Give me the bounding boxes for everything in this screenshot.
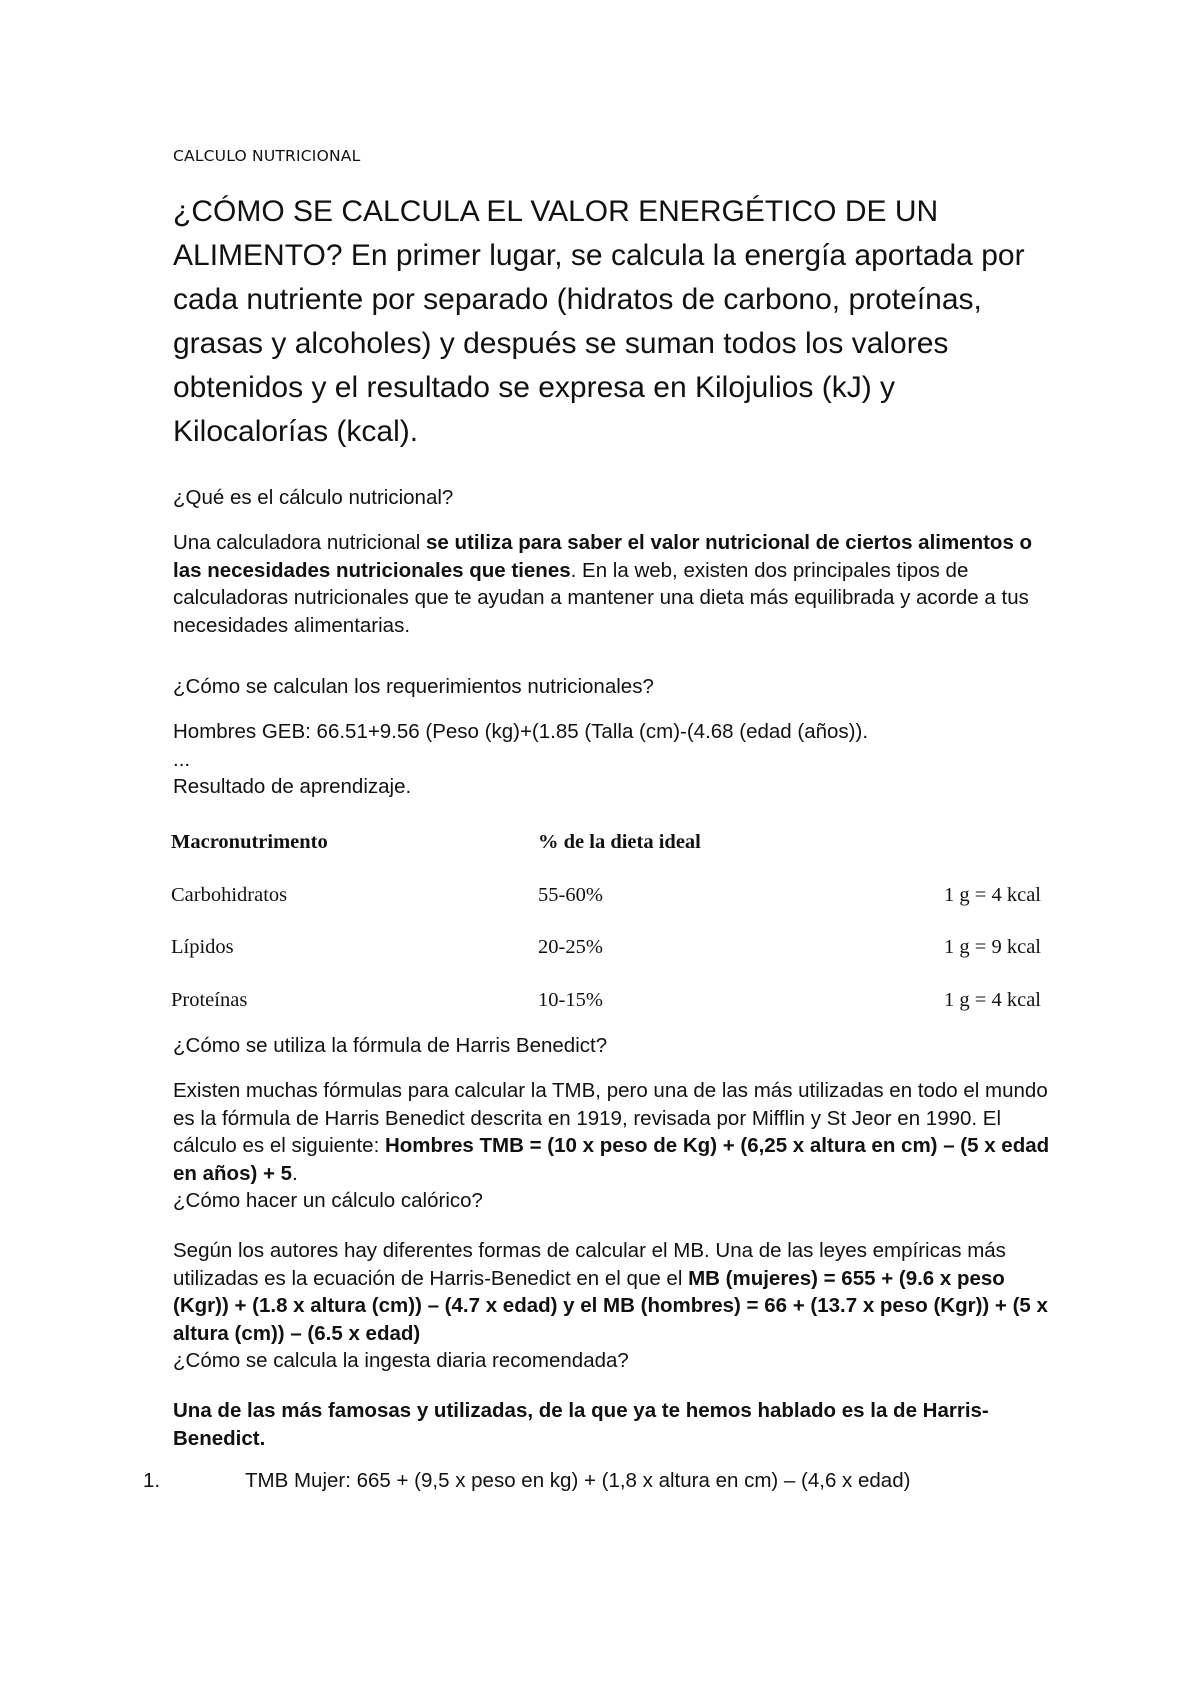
paragraph-text: Existen muchas fórmulas para calcular la TMB, pero una de las más utilizadas en todo el mundo es la fórmula de Harris Benedict descrita en 1919, revisada por Mifflin y St Jeor en 1990. El cálculo es el siguiente: [173, 1079, 1048, 1157]
table-cell: 1 g = 9 kcal [944, 936, 1041, 958]
formula-bold: Hombres TMB = (10 x peso de Kg) + (6,25 x altura en cm) – (5 x edad en años) + 5 [173, 1134, 1050, 1185]
table-header-row [171, 831, 1051, 884]
table-cell: 20-25% [538, 936, 603, 958]
learning-result-line: Resultado de aprendizaje. [173, 775, 412, 798]
paragraph-text: Una calculadora nutricional [173, 531, 426, 554]
document-title: CALCULO NUTRICIONAL [173, 147, 361, 165]
table-cell: Proteínas [171, 988, 248, 1011]
macronutrient-table [171, 831, 1051, 1041]
list-number: 1. [143, 1469, 161, 1492]
paragraph-tmb [173, 1077, 1053, 1215]
table-header-cell: % de la dieta ideal [538, 831, 701, 853]
question-harris-benedict: ¿Cómo se utiliza la fórmula de Harris Benedict? [173, 1034, 608, 1057]
paragraph-text: . [292, 1161, 298, 1185]
paragraph-text: Según los autores hay diferentes formas de calcular el MB. Una de las leyes empíricas más utilizadas es la ecuación de Harris-Benedict en el que el [173, 1239, 1006, 1290]
paragraph-mb [173, 1237, 1053, 1375]
formula-line: Hombres GEB: 66.51+9.56 (Peso (kg)+(1.85 (Talla (cm)-(4.68 (edad (años)). [173, 720, 869, 743]
list-text: TMB Mujer: 665 + (9,5 x peso en kg) + (1,8 x altura en cm) – (4,6 x edad) [245, 1469, 911, 1492]
paragraph-bold-text: Una de las más famosas y utilizadas, de la que ya te hemos hablado es la de Harris-Benedict. [173, 1399, 989, 1450]
formula-bold: MB (mujeres) = 655 + (9.6 x peso (Kgr)) + (1.8 x altura (cm)) – (4.7 x edad) y el MB (hombres) = 66 + (13.7 x peso (Kgr)) + (5 x altura (cm)) – (6.5 x edad) [173, 1266, 1048, 1345]
question-ingesta-diaria: ¿Cómo se calcula la ingesta diaria recomendada? [173, 1349, 629, 1372]
table-row [171, 936, 1051, 989]
table-cell: 10-15% [538, 988, 603, 1011]
paragraph-famosas [173, 1397, 1053, 1452]
question-requerimientos: ¿Cómo se calculan los requerimientos nutricionales? [173, 675, 654, 698]
paragraph-calculadora [173, 529, 1053, 639]
paragraph-text: . En la web, existen dos principales tipos de calculadoras nutricionales que te ayudan a mantener una dieta más equilibrada y acorde a tus necesidades alimentarias. [173, 558, 1029, 637]
table-cell: Lípidos [171, 936, 234, 958]
ellipsis-line: ... [173, 747, 191, 771]
table-cell: 1 g = 4 kcal [944, 883, 1041, 906]
table-cell: 55-60% [538, 883, 603, 906]
table-row [171, 884, 1051, 937]
question-calculo-calorico: ¿Cómo hacer un cálculo calórico? [173, 1189, 483, 1212]
paragraph-bold-text: se utiliza para saber el valor nutricional de ciertos alimentos o las necesidades nutricionales que tienes [173, 531, 1033, 582]
table-cell: 1 g = 4 kcal [944, 988, 1041, 1011]
table-header-cell: Macronutrimento [171, 831, 328, 853]
paragraph-geb [173, 718, 1053, 801]
main-heading: ¿CÓMO SE CALCULA EL VALOR ENERGÉTICO DE UN ALIMENTO? En primer lugar, se calcula la energía aportada por cada nutriente por separado (hidratos de carbono, proteínas, grasas y alcoholes) y después se suman todos los valores obtenidos y el resultado se expresa en Kilojulios (kJ) y Kilocalorías (kcal). [173, 195, 1025, 448]
table-cell: Carbohidratos [171, 883, 288, 906]
question-que-es: ¿Qué es el cálculo nutricional? [173, 486, 454, 509]
